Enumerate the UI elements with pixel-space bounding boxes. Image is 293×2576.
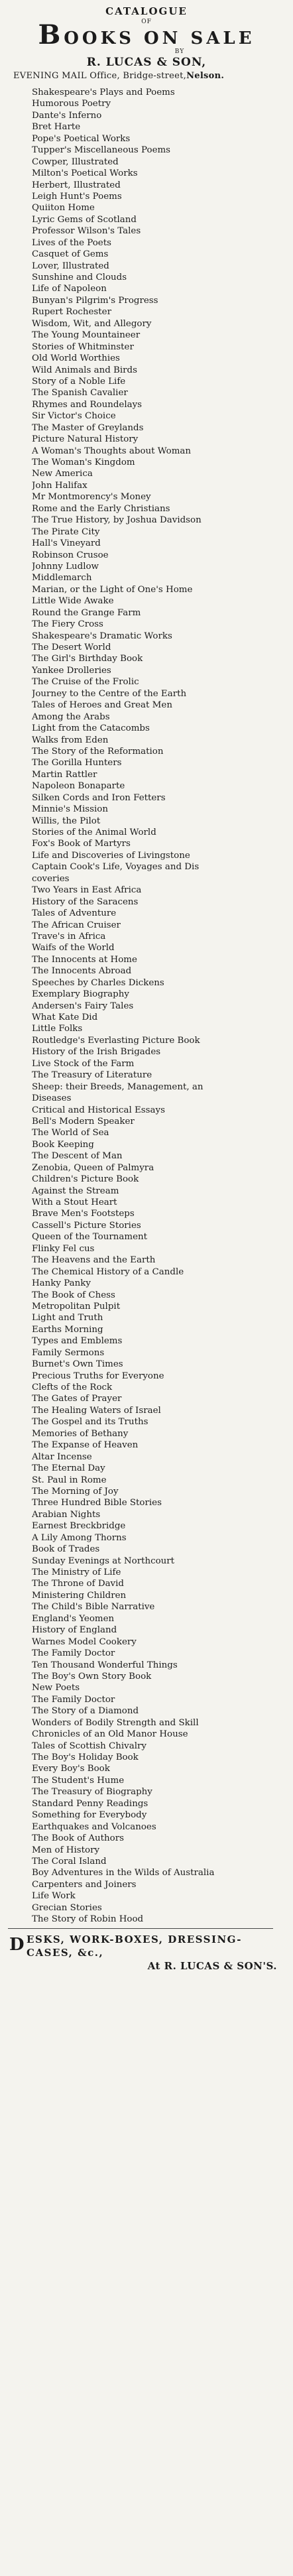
book-title: Bunyan's Pilgrim's Progress [32, 295, 158, 306]
office-address [7, 70, 286, 83]
book-title: Wonders of Bodily Strength and Skill [32, 1717, 199, 1728]
book-title: Martin Rattler [32, 769, 97, 780]
book-title: Wild Animals and Birds [32, 365, 137, 375]
book-title: The Cruise of the Frolic [32, 677, 139, 688]
book-title: Life Work [32, 1891, 76, 1902]
book-title: The Family Doctor [32, 1648, 115, 1659]
book-title: The Throne of David [32, 1579, 124, 1589]
book-title: Picture Natural History [32, 434, 139, 445]
book-title: History of England [32, 1625, 117, 1636]
book-title: Herbert, Illustrated [32, 180, 121, 190]
book-title: Among the Arabs [32, 711, 110, 722]
book-title: Johnny Ludlow [32, 561, 99, 572]
book-title: The Gates of Prayer [32, 1394, 122, 1404]
book-title: Quiiton Home [32, 203, 95, 214]
book-title: Minnie's Mission [32, 804, 108, 815]
book-title: Standard Penny Readings [32, 1798, 148, 1809]
book-title: Precious Truths for Everyone [32, 1371, 164, 1381]
book-title: Diseases [32, 1093, 72, 1104]
desks-line-3: At R. LUCAS & SON'S. [147, 1959, 277, 1972]
book-title: Little Folks [32, 1024, 83, 1034]
book-title: Trave's in Africa [32, 931, 106, 942]
book-list [7, 87, 286, 1926]
book-title: Shakespeare's Plays and Poems [32, 88, 175, 97]
book-title: Arabian Nights [32, 1509, 101, 1520]
book-title: The Boy's Own Story Book [32, 1671, 152, 1682]
book-title: Types and Emblems [32, 1336, 123, 1347]
book-title: Andersen's Fairy Tales [32, 1001, 134, 1011]
book-title: Light from the Catacombs [32, 723, 150, 734]
book-title: The Innocents Abroad [32, 966, 132, 977]
book-title: Zenobia, Queen of Palmyra [32, 1162, 154, 1173]
book-title: Light and Truth [32, 1313, 103, 1323]
book-title: Walks from Eden [32, 735, 109, 745]
book-title: The True History, by Joshua Davidson [32, 515, 202, 526]
book-title: Children's Picture Book [32, 1174, 139, 1185]
book-title: Hall's Vineyard [32, 538, 101, 549]
book-title: Three Hundred Bible Stories [32, 1498, 162, 1508]
book-title: Something for Everybody [32, 1810, 147, 1821]
of-label: OF [141, 19, 152, 25]
book-title: Ten Thousand Wonderful Things [32, 1660, 178, 1670]
office-address-text: EVENING MAIL Office, Bridge-street, [13, 71, 187, 81]
book-title: Rhymes and Roundelays [32, 399, 143, 410]
book-title: The African Cruiser [32, 920, 121, 930]
book-title: Journey to the Centre of the Earth [32, 688, 187, 699]
book-title: Hanky Panky [32, 1278, 91, 1289]
book-title: Tales of Scottish Chivalry [32, 1741, 146, 1751]
seller-name: R. LUCAS & SON, [86, 56, 207, 69]
books-title-initial: B [38, 19, 64, 50]
book-title: Old World Worthies [32, 353, 120, 364]
book-title: The Woman's Kingdom [32, 458, 135, 467]
book-title: Warnes Model Cookery [32, 1636, 137, 1647]
book-title: Ministering Children [32, 1590, 127, 1601]
book-title: Rupert Rochester [32, 307, 112, 318]
book-title: Cowper, Illustrated [32, 156, 119, 167]
book-title: Against the Stream [32, 1186, 119, 1196]
book-title: Pope's Poetical Works [32, 133, 131, 144]
book-title: Queen of the Tournament [32, 1232, 148, 1243]
book-title: Robinson Crusoe [32, 550, 109, 560]
book-title: Exemplary Biography [32, 989, 129, 1000]
book-title: The Child's Bible Narrative [32, 1602, 155, 1613]
book-title: Tales of Adventure [32, 908, 117, 919]
book-title: Earths Morning [32, 1324, 103, 1335]
by-label: BY [174, 48, 185, 55]
book-title: Captain Cook's Life, Voyages and Dis [32, 862, 200, 873]
book-title: Book of Trades [32, 1544, 100, 1555]
book-title: Carpenters and Joiners [32, 1879, 137, 1890]
book-title: The Fiery Cross [32, 619, 103, 630]
book-title: The World of Sea [32, 1128, 109, 1138]
book-title: The Heavens and the Earth [32, 1255, 156, 1266]
book-title: Every Boy's Book [32, 1764, 110, 1774]
book-title: Stories of Whitminster [32, 341, 134, 352]
book-title: Metropolitan Pulpit [32, 1301, 121, 1312]
book-title: The Gospel and its Truths [32, 1417, 148, 1428]
book-title: Yankee Drolleries [32, 665, 111, 676]
book-title: The Family Doctor [32, 1694, 115, 1705]
book-title: The Healing Waters of Israel [32, 1405, 161, 1416]
book-title: Earthquakes and Volcanoes [32, 1821, 156, 1832]
book-title: The Treasury of Biography [32, 1787, 152, 1798]
book-title: Book Keeping [32, 1139, 94, 1150]
book-title: The Descent of Man [32, 1151, 123, 1162]
book-title: The Expanse of Heaven [32, 1440, 139, 1451]
book-title: Sir Victor's Choice [32, 411, 116, 422]
book-title: Leigh Hunt's Poems [32, 191, 122, 202]
book-title: Routledge's Everlasting Picture Book [32, 1035, 200, 1046]
book-title: Tupper's Miscellaneous Poems [32, 145, 171, 156]
book-title: Waifs of the World [32, 943, 115, 953]
book-title: The Treasury of Literature [32, 1070, 152, 1081]
book-title: New America [32, 469, 93, 479]
book-title: The Eternal Day [32, 1463, 105, 1474]
book-title: Story of a Noble Life [32, 376, 126, 387]
book-title: Humorous Poetry [32, 99, 111, 109]
book-title: Lyric Gems of Scotland [32, 214, 137, 225]
book-title: Little Wide Awake [32, 596, 114, 607]
book-title: Fox's Book of Martyrs [32, 839, 131, 849]
desks-initial: D [9, 1934, 26, 1955]
book-title: A Woman's Thoughts about Woman [32, 446, 192, 456]
book-title: With a Stout Heart [32, 1197, 117, 1207]
book-title: History of the Saracens [32, 896, 139, 907]
book-title: Round the Grange Farm [32, 607, 141, 618]
book-title: Marian, or the Light of One's Home [32, 584, 193, 595]
book-title: Stories of the Animal World [32, 828, 156, 837]
book-title: Dante's Inferno [32, 110, 102, 121]
book-title: The Boy's Holiday Book [32, 1752, 139, 1762]
catalogue-heading: CATALOGUE [105, 5, 188, 17]
book-title: Willis, the Pilot [32, 816, 101, 826]
book-title: Clefts of the Rock [32, 1382, 113, 1392]
book-title: The Book of Authors [32, 1833, 124, 1844]
book-title: Professor Wilson's Tales [32, 226, 141, 237]
book-title: Life and Discoveries of Livingstone [32, 850, 190, 861]
book-title: Mr Montmorency's Money [32, 492, 151, 503]
book-title: Two Years in East Africa [32, 885, 142, 896]
book-title: Men of History [32, 1845, 100, 1855]
book-title: The Morning of Joy [32, 1486, 119, 1497]
book-title: What Kate Did [32, 1012, 98, 1022]
book-title: Flinky Fel cus [32, 1243, 95, 1254]
book-title: coveries [32, 873, 70, 884]
book-title: Napoleon Bonaparte [32, 781, 125, 792]
book-title: The Spanish Cavalier [32, 388, 128, 399]
book-title: The Coral Island [32, 1856, 107, 1867]
book-title: The Story of Robin Hood [32, 1914, 144, 1925]
book-title: Grecian Stories [32, 1902, 102, 1913]
desks-advert [7, 1933, 286, 1973]
book-title: Sunday Evenings at Northcourt [32, 1556, 175, 1566]
book-title: New Poets [32, 1683, 80, 1693]
book-title: Memories of Bethany [32, 1428, 129, 1439]
divider [8, 1928, 273, 1929]
book-title: A Lily Among Thorns [32, 1532, 127, 1543]
book-title: History of the Irish Brigades [32, 1047, 161, 1058]
books-title-rest: OOKS ON SALE [64, 29, 255, 48]
desks-line-2: CASES, &c., [27, 1946, 104, 1959]
book-title: Rome and the Early Christians [32, 503, 170, 514]
book-title: Bret Harte [32, 122, 81, 133]
book-title: Speeches by Charles Dickens [32, 977, 164, 988]
book-title: The Girl's Birthday Book [32, 654, 143, 664]
book-title: Brave Men's Footsteps [32, 1209, 135, 1219]
book-title: Live Stock of the Farm [32, 1058, 135, 1069]
book-title: The Gorilla Hunters [32, 758, 122, 768]
book-title: Tales of Heroes and Great Men [32, 700, 172, 711]
book-title: Boy Adventures in the Wilds of Australia [32, 1868, 215, 1878]
book-title: Chronicles of an Old Manor House [32, 1729, 188, 1740]
book-title: The Young Mountaineer [32, 330, 141, 341]
book-title: Family Sermons [32, 1347, 105, 1358]
desks-line-1: ESKS, WORK-BOXES, DRESSING- [27, 1933, 242, 1945]
book-title: Cassell's Picture Stories [32, 1220, 141, 1231]
book-title: The Desert World [32, 643, 111, 652]
book-title: Silken Cords and Iron Fetters [32, 792, 166, 803]
book-title: Burnet's Own Times [32, 1359, 123, 1370]
book-title: The Ministry of Life [32, 1567, 121, 1577]
book-title: The Pirate City [32, 526, 100, 537]
book-title: Milton's Poetical Works [32, 168, 138, 179]
book-title: Bell's Modern Speaker [32, 1116, 135, 1127]
book-title: Middlemarch [32, 573, 92, 583]
book-title: The Story of a Diamond [32, 1706, 139, 1717]
book-title: Altar Incense [32, 1451, 92, 1462]
book-title: St. Paul in Rome [32, 1475, 107, 1485]
book-title: Sunshine and Clouds [32, 273, 127, 282]
book-title: The Story of the Reformation [32, 746, 164, 757]
book-title: Life of Napoleon [32, 284, 107, 294]
book-title: The Master of Greylands [32, 422, 144, 433]
book-title: The Innocents at Home [32, 954, 137, 965]
book-title: Lover, Illustrated [32, 261, 109, 271]
book-title: John Halifax [32, 480, 88, 491]
book-title: Earnest Breckbridge [32, 1521, 126, 1532]
book-title: Shakespeare's Dramatic Works [32, 631, 172, 641]
book-title: Sheep: their Breeds, Management, an [32, 1081, 204, 1092]
book-title: The Student's Hume [32, 1775, 125, 1786]
office-place: Nelson. [186, 71, 225, 81]
book-title: Lives of the Poets [32, 237, 111, 248]
book-title: Wisdom, Wit, and Allegory [32, 318, 152, 329]
book-title: Casquet of Gems [32, 249, 109, 260]
book-title: The Book of Chess [32, 1290, 115, 1300]
book-title: The Chemical History of a Candle [32, 1266, 184, 1277]
book-title: England's Yeomen [32, 1613, 115, 1624]
book-title: Critical and Historical Essays [32, 1105, 165, 1115]
